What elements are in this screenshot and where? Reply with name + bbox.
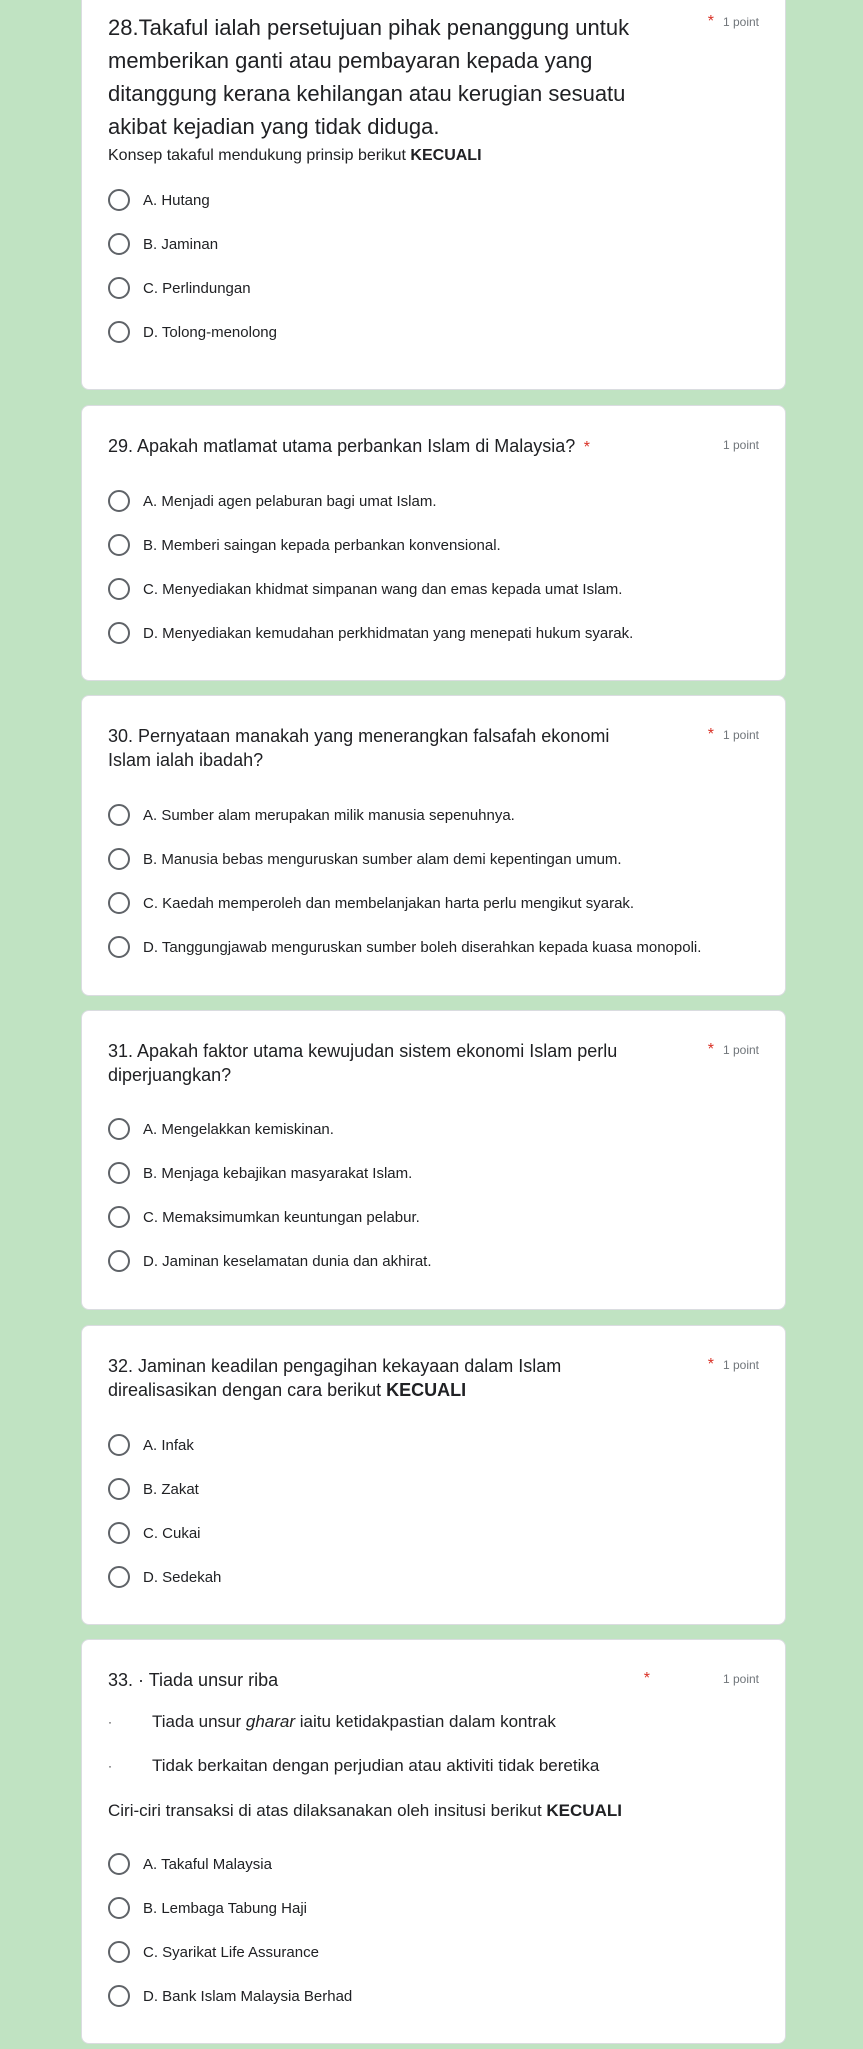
radio-button[interactable]	[108, 1566, 130, 1588]
option-a[interactable]: A. Sumber alam merupakan milik manusia sepenuhnya.	[108, 802, 515, 828]
radio-button[interactable]	[108, 321, 130, 343]
option-a[interactable]: A. Menjadi agen pelaburan bagi umat Islam.	[108, 488, 437, 514]
question-title: 28.Takaful ialah persetujuan pihak penanggung untuk memberikan ganti atau pembayaran kepada yang ditanggung kerana kehilangan atau kerugian sesuatu akibat kejadian yang tidak diduga.	[108, 15, 630, 139]
option-b[interactable]: B. Jaminan	[108, 231, 218, 257]
required-asterisk: *	[707, 726, 714, 743]
radio-button[interactable]	[108, 1478, 130, 1500]
option-c[interactable]: C. Perlindungan	[108, 275, 251, 301]
option-d[interactable]: D. Menyediakan kemudahan perkhidmatan yang menepati hukum syarak.	[108, 620, 633, 646]
radio-button[interactable]	[108, 578, 130, 600]
points-label: 1 point	[722, 438, 759, 452]
option-b[interactable]: B. Memberi saingan kepada perbankan konvensional.	[108, 532, 501, 558]
required-asterisk: *	[707, 1041, 714, 1058]
radio-button[interactable]	[108, 848, 130, 870]
option-d[interactable]: D. Tolong-menolong	[108, 319, 277, 345]
points-label: 1 point	[722, 728, 759, 742]
question-card-29	[81, 405, 786, 681]
question-title: 30. Pernyataan manakah yang menerangkan falsafah ekonomi Islam ialah ibadah?	[108, 726, 610, 770]
radio-button[interactable]	[108, 936, 130, 958]
radio-button[interactable]	[108, 534, 130, 556]
option-b[interactable]: B. Manusia bebas menguruskan sumber alam demi kepentingan umum.	[108, 846, 622, 872]
option-a[interactable]: A. Takaful Malaysia	[108, 1851, 272, 1877]
question-card-31	[81, 1010, 786, 1310]
required-asterisk: *	[643, 1670, 650, 1687]
question-subtitle: Konsep takaful mendukung prinsip berikut KECUALI	[108, 147, 482, 164]
points-label: 1 point	[722, 1358, 759, 1372]
points-label: 1 point	[722, 1672, 759, 1686]
option-d[interactable]: D. Jaminan keselamatan dunia dan akhirat.	[108, 1248, 432, 1274]
radio-button[interactable]	[108, 1118, 130, 1140]
points-label: 1 point	[722, 1043, 759, 1057]
radio-button[interactable]	[108, 892, 130, 914]
radio-button[interactable]	[108, 804, 130, 826]
radio-button[interactable]	[108, 622, 130, 644]
question-card-32	[81, 1325, 786, 1625]
option-b[interactable]: B. Zakat	[108, 1476, 199, 1502]
required-asterisk: *	[707, 13, 714, 30]
radio-button[interactable]	[108, 1434, 130, 1456]
option-c[interactable]: C. Syarikat Life Assurance	[108, 1939, 319, 1965]
option-a[interactable]: A. Hutang	[108, 187, 210, 213]
radio-button[interactable]	[108, 1941, 130, 1963]
radio-button[interactable]	[108, 233, 130, 255]
option-b[interactable]: B. Menjaga kebajikan masyarakat Islam.	[108, 1160, 412, 1186]
radio-button[interactable]	[108, 189, 130, 211]
radio-button[interactable]	[108, 1985, 130, 2007]
radio-button[interactable]	[108, 1250, 130, 1272]
option-c[interactable]: C. Memaksimumkan keuntungan pelabur.	[108, 1204, 420, 1230]
bullet-line-gharar: · Tiada unsur gharar iaitu ketidakpastian dalam kontrak	[108, 1712, 556, 1731]
question-card-28	[81, 0, 786, 390]
points-label: 1 point	[722, 15, 759, 29]
question-title: 31. Apakah faktor utama kewujudan sistem ekonomi Islam perlu diperjuangkan?	[108, 1041, 618, 1085]
radio-button[interactable]	[108, 277, 130, 299]
question-title: 32. Jaminan keadilan pengagihan kekayaan dalam Islam direalisasikan dengan cara berikut KECUALI	[108, 1356, 562, 1400]
question-title: 29. Apakah matlamat utama perbankan Islam di Malaysia?	[108, 436, 576, 456]
option-d[interactable]: D. Bank Islam Malaysia Berhad	[108, 1983, 352, 2009]
radio-button[interactable]	[108, 1206, 130, 1228]
radio-button[interactable]	[108, 490, 130, 512]
bullet-line-judi: · Tidak berkaitan dengan perjudian atau aktiviti tidak beretika	[108, 1756, 600, 1775]
required-asterisk: *	[707, 1356, 714, 1373]
option-a[interactable]: A. Mengelakkan kemiskinan.	[108, 1116, 334, 1142]
option-c[interactable]: C. Cukai	[108, 1520, 201, 1546]
option-b[interactable]: B. Lembaga Tabung Haji	[108, 1895, 307, 1921]
option-c[interactable]: C. Kaedah memperoleh dan membelanjakan harta perlu mengikut syarak.	[108, 890, 634, 916]
radio-button[interactable]	[108, 1853, 130, 1875]
option-d[interactable]: D. Sedekah	[108, 1564, 221, 1590]
radio-button[interactable]	[108, 1522, 130, 1544]
question-card-30	[81, 695, 786, 996]
radio-button[interactable]	[108, 1162, 130, 1184]
question-title: 33. · Tiada unsur riba	[108, 1670, 279, 1690]
option-c[interactable]: C. Menyediakan khidmat simpanan wang dan emas kepada umat Islam.	[108, 576, 622, 602]
option-d[interactable]: D. Tanggungjawab menguruskan sumber boleh diserahkan kepada kuasa monopoli.	[108, 934, 701, 960]
question-subtitle: Ciri-ciri transaksi di atas dilaksanakan oleh insitusi berikut KECUALI	[108, 1801, 622, 1820]
question-card-33	[81, 1639, 786, 2044]
option-a[interactable]: A. Infak	[108, 1432, 194, 1458]
radio-button[interactable]	[108, 1897, 130, 1919]
required-asterisk: *	[583, 439, 590, 456]
